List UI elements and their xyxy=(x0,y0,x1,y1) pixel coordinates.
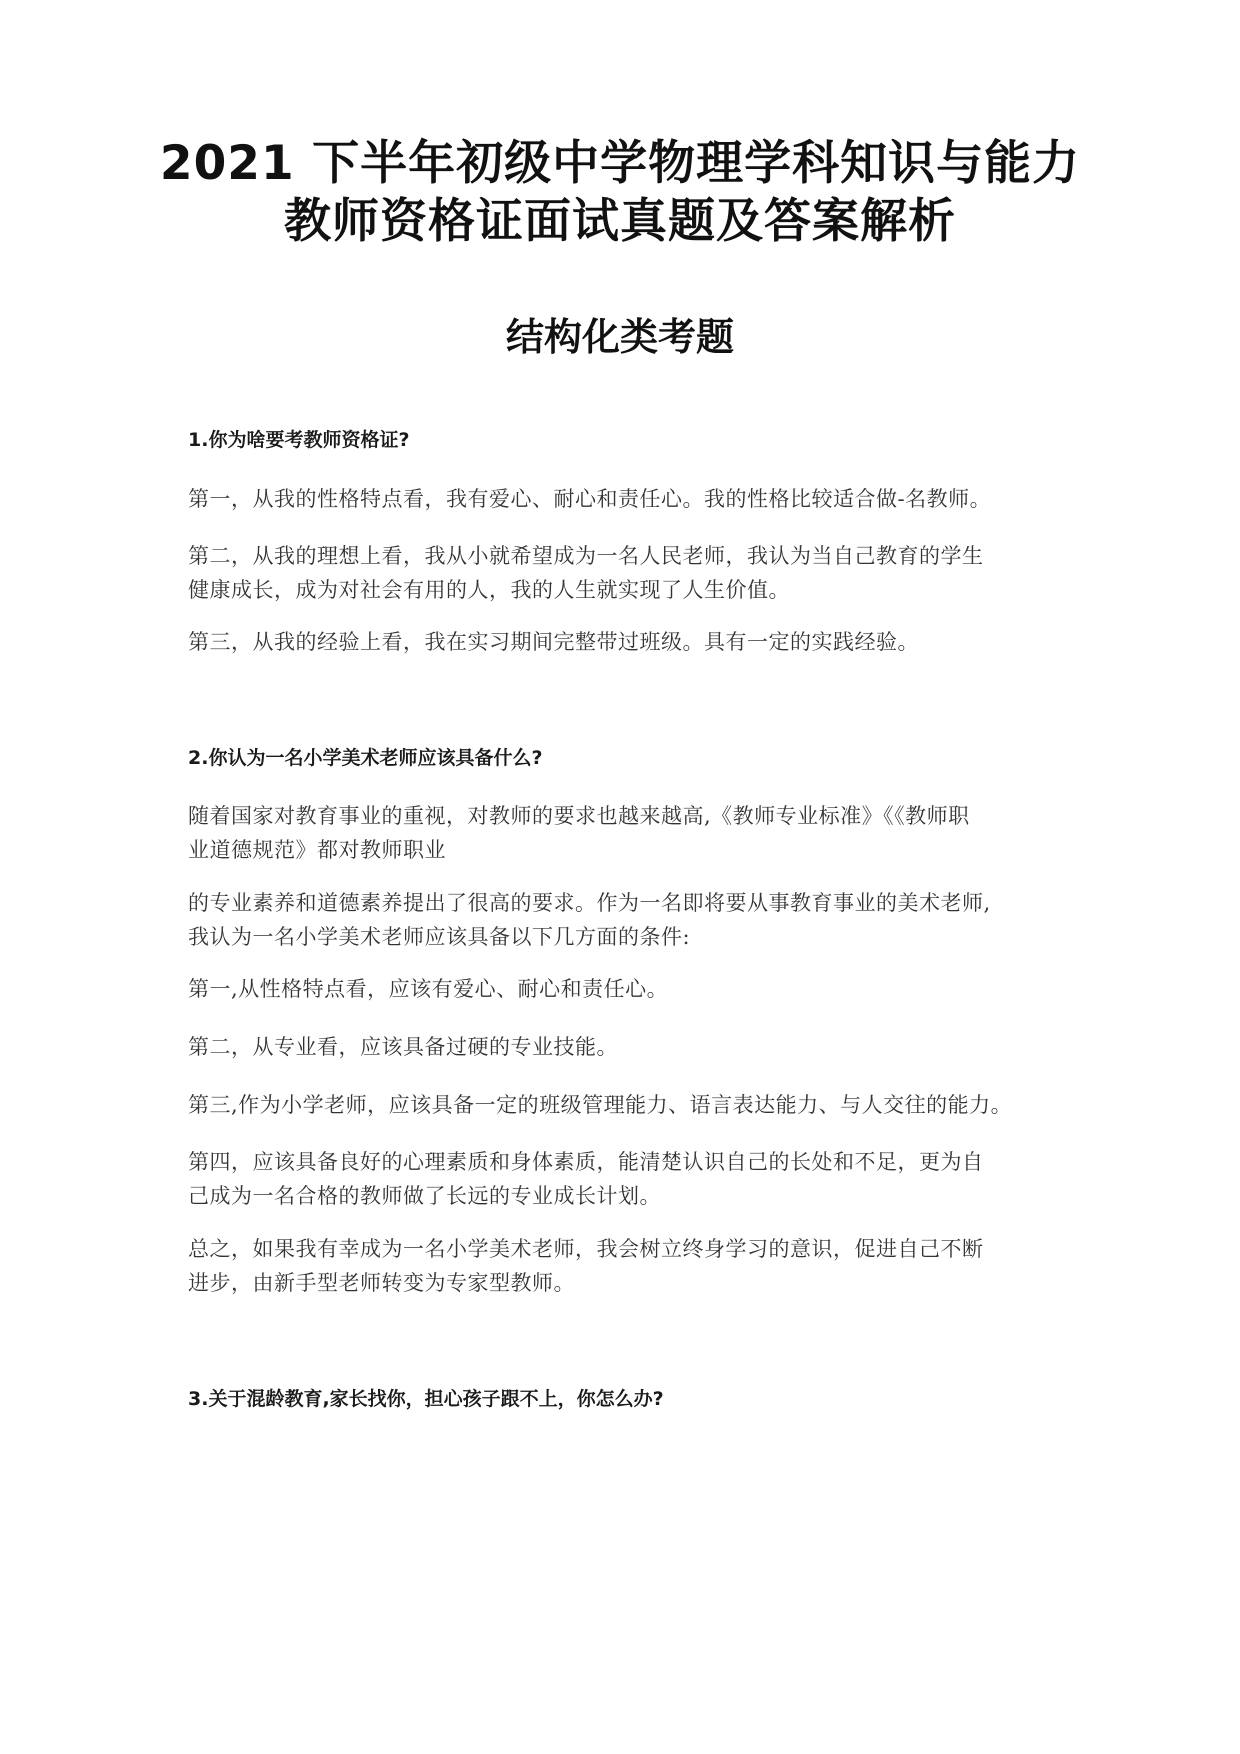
paragraph-line: 第一，从我的性格特点看，我有爱心、耐心和责任心。我的性格比较适合做-名教师。 xyxy=(188,487,992,511)
answer-paragraph xyxy=(188,539,1068,607)
question-heading-2: 2.你认为一名小学美术老师应该具备什么? xyxy=(188,747,543,769)
paragraph-line: 第三，从我的经验上看，我在实习期间完整带过班级。具有一定的实践经验。 xyxy=(188,630,919,654)
paragraph-line: 健康成长，成为对社会有用的人，我的人生就实现了人生价值。 xyxy=(188,578,790,602)
question-heading-1: 1.你为啥要考教师资格证? xyxy=(188,429,410,451)
paragraph-line: 随着国家对教育事业的重视，对教师的要求也越来越高,《教师专业标准》《《教师职 xyxy=(188,804,970,828)
paragraph-line: 我认为一名小学美术老师应该具备以下几方面的条件: xyxy=(188,925,691,949)
paragraph-line: 第三,作为小学老师，应该具备一定的班级管理能力、语言表达能力、与人交往的能力。 xyxy=(188,1093,1013,1117)
document-title-line-2: 教师资格证面试真题及答案解析 xyxy=(284,194,956,249)
question-heading-3: 3.关于混龄教育,家长找你，担心孩子跟不上，你怎么办? xyxy=(188,1388,664,1410)
section-title: 结构化类考题 xyxy=(505,315,734,359)
paragraph-line: 总之，如果我有幸成为一名小学美术老师，我会树立终身学习的意识，促进自己不断 xyxy=(188,1237,984,1261)
answer-paragraph xyxy=(188,1088,1068,1122)
answer-paragraph xyxy=(188,625,1068,659)
paragraph-line: 进步，由新手型老师转变为专家型教师。 xyxy=(188,1271,575,1295)
answer-paragraph xyxy=(188,482,1068,516)
paragraph-line: 第四，应该具备良好的心理素质和身体素质，能清楚认识自己的长处和不足，更为自 xyxy=(188,1150,984,1174)
paragraph-line: 的专业素养和道德素养提出了很高的要求。作为一名即将要从事教育事业的美术老师, xyxy=(188,891,991,915)
paragraph-line: 己成为一名合格的教师做了长远的专业成长计划。 xyxy=(188,1184,661,1208)
paragraph-line: 第二，从我的理想上看，我从小就希望成为一名人民老师，我认为当自己教育的学生 xyxy=(188,544,984,568)
paragraph-line: 第一,从性格特点看，应该有爱心、耐心和责任心。 xyxy=(188,977,669,1001)
answer-paragraph xyxy=(188,972,1068,1006)
answer-paragraph xyxy=(188,1232,1068,1300)
document-title-line-1: 2021 下半年初级中学物理学科知识与能力 xyxy=(159,136,1081,191)
answer-paragraph xyxy=(188,1145,1068,1213)
answer-paragraph xyxy=(188,886,1068,954)
paragraph-line: 业道德规范》都对教师职业 xyxy=(188,838,446,862)
paragraph-line: 第二，从专业看，应该具备过硬的专业技能。 xyxy=(188,1035,618,1059)
answer-paragraph xyxy=(188,799,1068,867)
answer-paragraph xyxy=(188,1030,1068,1064)
